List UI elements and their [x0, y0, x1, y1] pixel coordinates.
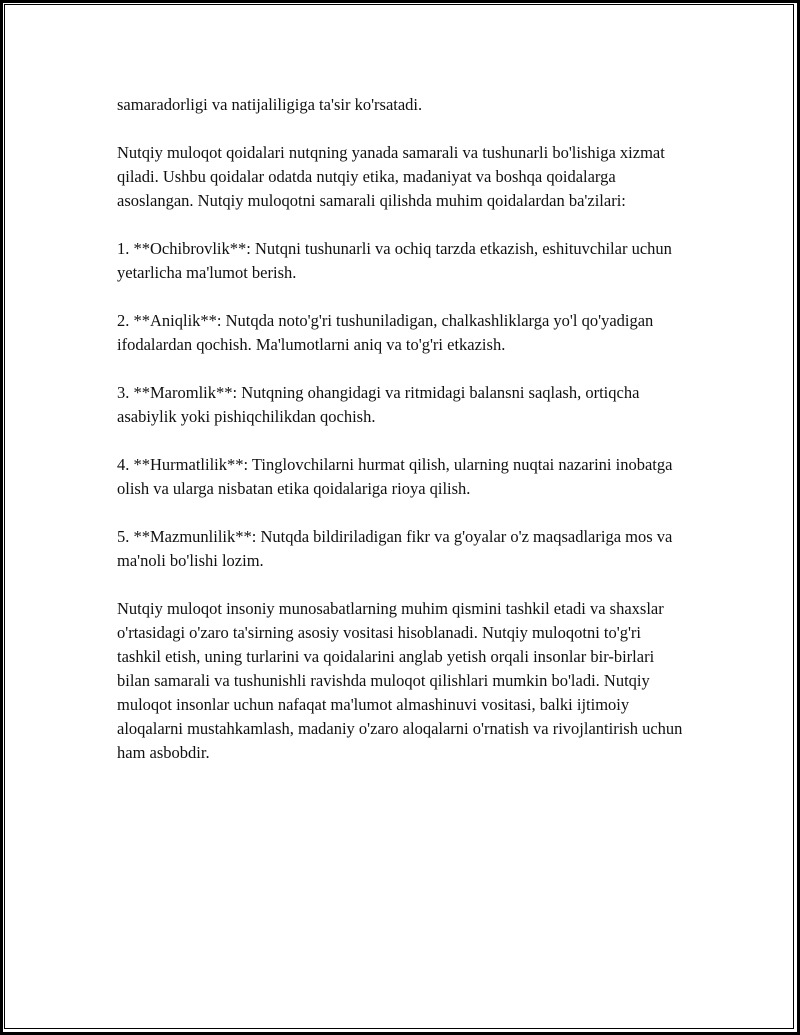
paragraph-conclusion: Nutqiy muloqot insoniy munosabatlarning muhim qismini tashkil etadi va shaxslar o'rtasidagi o'zaro ta'sirning asosiy vositasi hisoblanadi. Nutqiy muloqotni to'g'ri tashkil etish, uning turlarini va qoidalarini anglab yetish orqali insonlar bir-birlari bilan samarali va tushunishli ravishda muloqot qilishlari mumkin bo'ladi. Nutqiy muloqot insonlar uchun nafaqat ma'lumot almashinuvi vositasi, balki ijtimoiy aloqalarni mustahkamlash, madaniy o'zaro aloqalarni o'rnatish va rivojlantirish uchun ham asbobdir. [117, 599, 683, 762]
list-item-2: 2. **Aniqlik**: Nutqda noto'g'ri tushuniladigan, chalkashliklarga yo'l qo'yadigan ifodalardan qochish. Ma'lumotlarni aniq va to'g'ri etkazish. [117, 311, 654, 354]
list-item-4: 4. **Hurmatlilik**: Tinglovchilarni hurmat qilish, ularning nuqtai nazarini inobatga olish va ularga nisbatan etika qoidalariga rioya qilish. [117, 455, 673, 498]
paragraph-continuation: samaradorligi va natijaliligiga ta'sir ko'rsatadi. [117, 95, 423, 114]
document-body [117, 93, 687, 789]
list-item-1: 1. **Ochibrovlik**: Nutqni tushunarli va ochiq tarzda etkazish, eshituvchilar uchun yetarlicha ma'lumot berish. [117, 239, 672, 282]
list-item-5: 5. **Mazmunlilik**: Nutqda bildiriladigan fikr va g'oyalar o'z maqsadlariga mos va ma'noli bo'lishi lozim. [117, 527, 673, 570]
list-item-3: 3. **Maromlik**: Nutqning ohangidagi va ritmidagi balansni saqlash, ortiqcha asabiylik yoki pishiqchilikdan qochish. [117, 383, 640, 426]
paragraph-intro: Nutqiy muloqot qoidalari nutqning yanada samarali va tushunarli bo'lishiga xizmat qiladi. Ushbu qoidalar odatda nutqiy etika, madaniyat va boshqa qoidalarga asoslangan. Nutqiy muloqotni samarali qilishda muhim qoidalardan ba'zilari: [117, 143, 665, 210]
